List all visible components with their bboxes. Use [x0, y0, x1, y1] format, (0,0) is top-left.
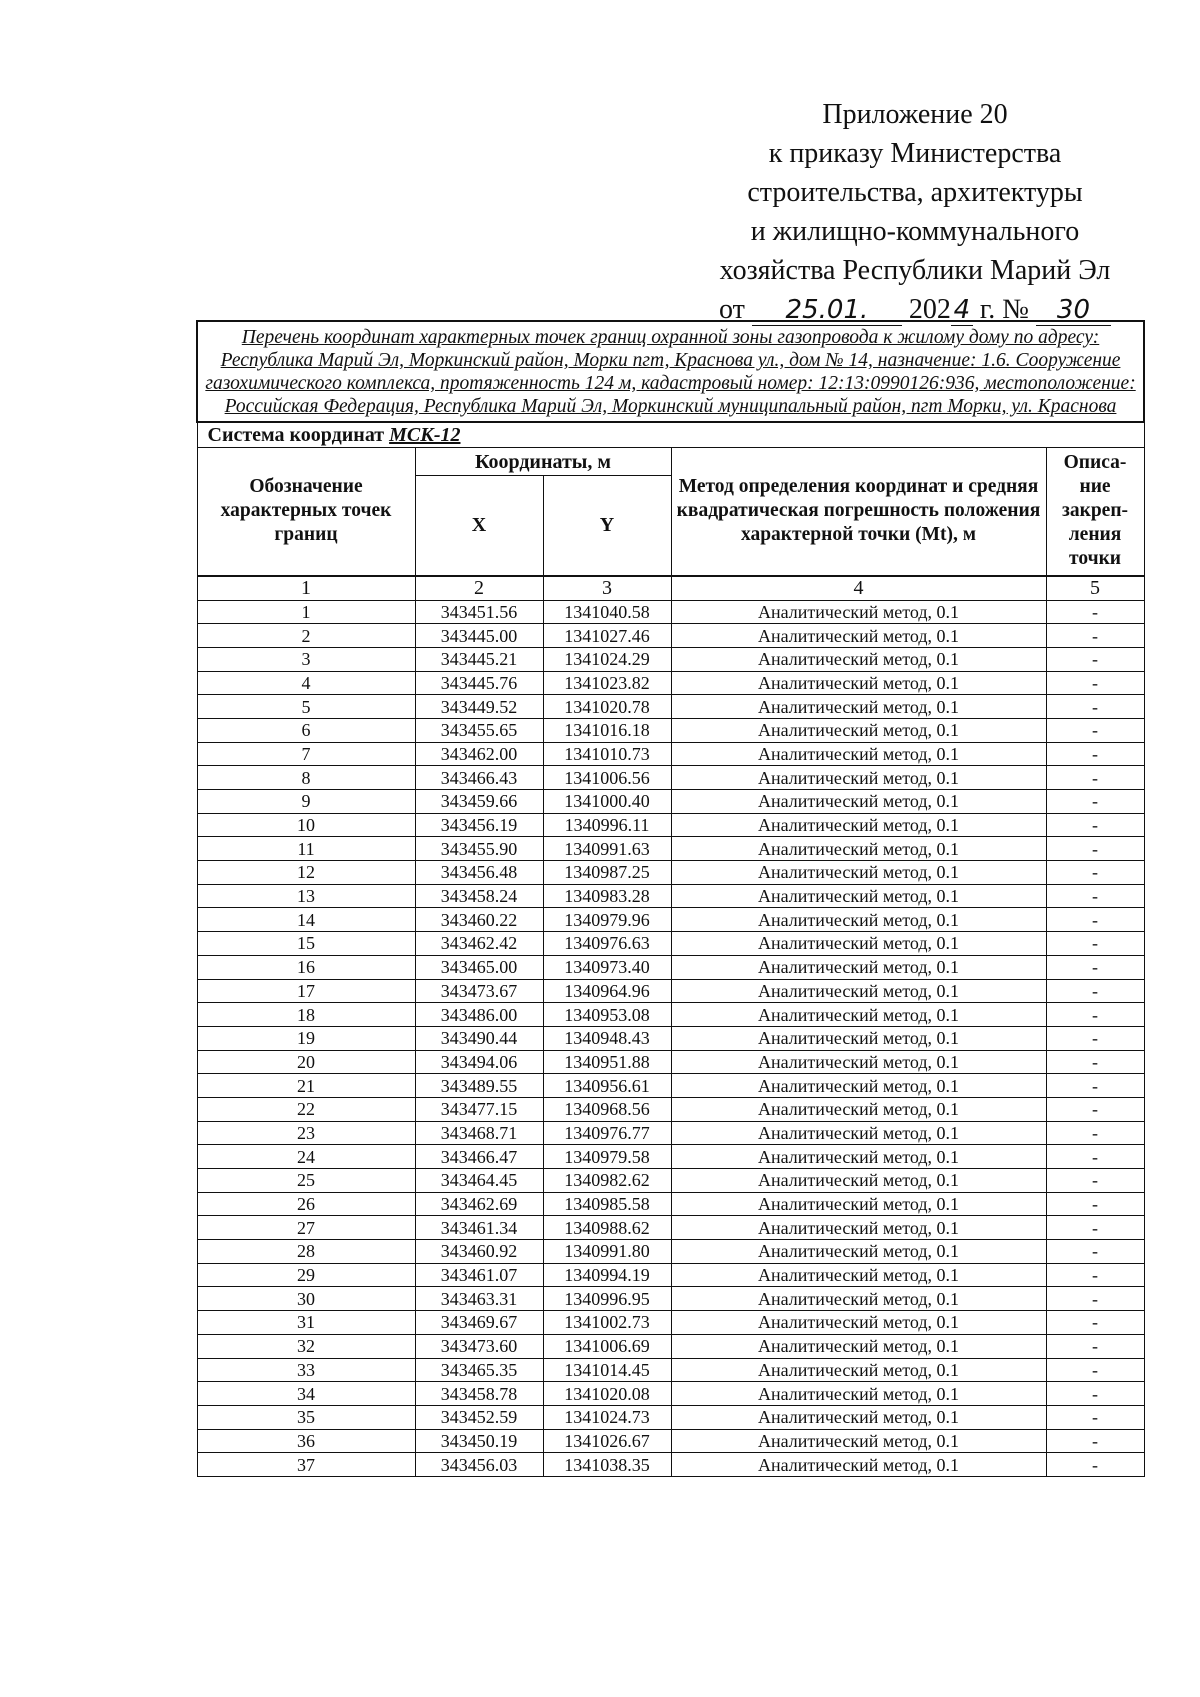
point-number: 4: [197, 671, 415, 695]
method: Аналитический метод, 0.1: [671, 932, 1046, 956]
method: Аналитический метод, 0.1: [671, 1216, 1046, 1240]
method: Аналитический метод, 0.1: [671, 1145, 1046, 1169]
coord-x: 343458.24: [415, 884, 543, 908]
table-row: [197, 1050, 1144, 1074]
table-row: [197, 1334, 1144, 1358]
coord-x: 343486.00: [415, 1003, 543, 1027]
table-row: [197, 1240, 1144, 1264]
fixation-description: -: [1046, 647, 1144, 671]
fixation-description: -: [1046, 742, 1144, 766]
method: Аналитический метод, 0.1: [671, 1382, 1046, 1406]
table-row: [197, 695, 1144, 719]
coord-y: 1341020.08: [543, 1382, 671, 1406]
column-number: 3: [543, 576, 671, 601]
method: Аналитический метод, 0.1: [671, 742, 1046, 766]
coord-x: 343445.00: [415, 624, 543, 648]
table-row: [197, 1169, 1144, 1193]
fixation-description: -: [1046, 1074, 1144, 1098]
point-number: 37: [197, 1453, 415, 1477]
table-row: [197, 1311, 1144, 1335]
point-number: 14: [197, 908, 415, 932]
method: Аналитический метод, 0.1: [671, 1097, 1046, 1121]
point-number: 13: [197, 884, 415, 908]
coord-x: 343463.31: [415, 1287, 543, 1311]
col-header-coords: Координаты, м: [415, 448, 671, 476]
coord-y: 1340987.25: [543, 861, 671, 885]
table-title: Перечень координат характерных точек границ охранной зоны газопровода к жилому дому по адресу: Республика Марий Эл, Моркинский район, Морки пгт, Краснова ул., дом № 14, назначение: 1.6. Сооружение газохимического комплекса, протяженность 124 м, кадастровый номер: 12:13:0990126:936, местоположение: Российская Федерация, Республика Марий Эл, Моркинский муниципальный район, пгт Морки, ул. Краснова: [197, 321, 1144, 422]
fixation-description: -: [1046, 813, 1144, 837]
method: Аналитический метод, 0.1: [671, 1287, 1046, 1311]
fixation-description: -: [1046, 1311, 1144, 1335]
fixation-description: -: [1046, 1097, 1144, 1121]
point-number: 34: [197, 1382, 415, 1406]
fixation-description: -: [1046, 908, 1144, 932]
column-number: 4: [671, 576, 1046, 601]
method: Аналитический метод, 0.1: [671, 695, 1046, 719]
coord-y: 1340976.63: [543, 932, 671, 956]
date-prefix: от: [719, 294, 745, 325]
method: Аналитический метод, 0.1: [671, 1169, 1046, 1193]
fixation-description: -: [1046, 718, 1144, 742]
number-label: г. №: [979, 294, 1029, 325]
method: Аналитический метод, 0.1: [671, 1334, 1046, 1358]
method: Аналитический метод, 0.1: [671, 1192, 1046, 1216]
point-number: 6: [197, 718, 415, 742]
coord-y: 1340951.88: [543, 1050, 671, 1074]
system-label: Система координат: [207, 424, 385, 446]
fixation-description: -: [1046, 1263, 1144, 1287]
coord-x: 343455.90: [415, 837, 543, 861]
fixation-description: -: [1046, 790, 1144, 814]
table-row: [197, 837, 1144, 861]
point-number: 7: [197, 742, 415, 766]
coord-x: 343450.19: [415, 1429, 543, 1453]
point-number: 11: [197, 837, 415, 861]
table-row: [197, 932, 1144, 956]
coord-y: 1340994.19: [543, 1263, 671, 1287]
table-row: [197, 813, 1144, 837]
coord-x: 343452.59: [415, 1405, 543, 1429]
appendix-title: Приложение 20: [822, 99, 1008, 130]
coord-y: 1340953.08: [543, 1003, 671, 1027]
method: Аналитический метод, 0.1: [671, 647, 1046, 671]
table-row: [197, 1121, 1144, 1145]
table-row: [197, 766, 1144, 790]
coord-y: 1341000.40: [543, 790, 671, 814]
method: Аналитический метод, 0.1: [671, 790, 1046, 814]
fixation-description: -: [1046, 1240, 1144, 1264]
fixation-description: -: [1046, 1145, 1144, 1169]
table-row: [197, 1429, 1144, 1453]
fixation-description: -: [1046, 1382, 1144, 1406]
table-row: [197, 861, 1144, 885]
fixation-description: -: [1046, 1216, 1144, 1240]
coord-x: 343445.21: [415, 647, 543, 671]
fixation-description: -: [1046, 979, 1144, 1003]
table-row: [197, 1405, 1144, 1429]
method: Аналитический метод, 0.1: [671, 884, 1046, 908]
fixation-description: -: [1046, 932, 1144, 956]
appendix-header: [700, 95, 1130, 329]
method: Аналитический метод, 0.1: [671, 1074, 1046, 1098]
coord-x: 343469.67: [415, 1311, 543, 1335]
coord-x: 343462.42: [415, 932, 543, 956]
point-number: 32: [197, 1334, 415, 1358]
coord-x: 343456.48: [415, 861, 543, 885]
point-number: 22: [197, 1097, 415, 1121]
table-row: [197, 600, 1144, 624]
col-header-y: Y: [543, 476, 671, 576]
coord-y: 1340979.58: [543, 1145, 671, 1169]
coord-y: 1340976.77: [543, 1121, 671, 1145]
coord-y: 1341002.73: [543, 1311, 671, 1335]
method: Аналитический метод, 0.1: [671, 908, 1046, 932]
coord-x: 343465.35: [415, 1358, 543, 1382]
method: Аналитический метод, 0.1: [671, 1240, 1046, 1264]
coord-x: 343468.71: [415, 1121, 543, 1145]
coord-x: 343494.06: [415, 1050, 543, 1074]
coord-y: 1341006.69: [543, 1334, 671, 1358]
coord-y: 1341026.67: [543, 1429, 671, 1453]
coord-y: 1340996.95: [543, 1287, 671, 1311]
table-row: [197, 1145, 1144, 1169]
point-number: 15: [197, 932, 415, 956]
coord-y: 1341040.58: [543, 600, 671, 624]
table-row: [197, 1192, 1144, 1216]
coord-y: 1340948.43: [543, 1026, 671, 1050]
table-row: [197, 1216, 1144, 1240]
fixation-description: -: [1046, 1453, 1144, 1477]
point-number: 31: [197, 1311, 415, 1335]
method: Аналитический метод, 0.1: [671, 1026, 1046, 1050]
table-row: [197, 1263, 1144, 1287]
system-value: МСК-12: [389, 424, 461, 446]
ministry-line-2: и жилищно-коммунального: [750, 216, 1080, 247]
point-number: 24: [197, 1145, 415, 1169]
coord-x: 343477.15: [415, 1097, 543, 1121]
point-number: 16: [197, 955, 415, 979]
column-number: 5: [1046, 576, 1144, 601]
coord-y: 1341014.45: [543, 1358, 671, 1382]
year-prefix: 202: [908, 294, 951, 325]
coord-y: 1341024.73: [543, 1405, 671, 1429]
coord-y: 1340956.61: [543, 1074, 671, 1098]
point-number: 33: [197, 1358, 415, 1382]
coordinate-system: [197, 422, 1144, 448]
fixation-description: -: [1046, 1358, 1144, 1382]
handwritten-year-digit: 4: [951, 295, 973, 326]
fixation-description: -: [1046, 1192, 1144, 1216]
table-row: [197, 908, 1144, 932]
point-number: 29: [197, 1263, 415, 1287]
fixation-description: -: [1046, 884, 1144, 908]
fixation-description: -: [1046, 600, 1144, 624]
table-row: [197, 884, 1144, 908]
coord-x: 343490.44: [415, 1026, 543, 1050]
coord-y: 1340996.11: [543, 813, 671, 837]
table-row: [197, 1003, 1144, 1027]
coord-y: 1340964.96: [543, 979, 671, 1003]
method: Аналитический метод, 0.1: [671, 861, 1046, 885]
point-number: 9: [197, 790, 415, 814]
coord-x: 343456.19: [415, 813, 543, 837]
table-row: [197, 790, 1144, 814]
coord-x: 343473.60: [415, 1334, 543, 1358]
method: Аналитический метод, 0.1: [671, 979, 1046, 1003]
fixation-description: -: [1046, 1003, 1144, 1027]
point-number: 23: [197, 1121, 415, 1145]
point-number: 2: [197, 624, 415, 648]
method: Аналитический метод, 0.1: [671, 1358, 1046, 1382]
method: Аналитический метод, 0.1: [671, 837, 1046, 861]
point-number: 25: [197, 1169, 415, 1193]
coord-y: 1341020.78: [543, 695, 671, 719]
table-body: [197, 600, 1144, 1476]
method: Аналитический метод, 0.1: [671, 671, 1046, 695]
method: Аналитический метод, 0.1: [671, 766, 1046, 790]
coord-y: 1341016.18: [543, 718, 671, 742]
method: Аналитический метод, 0.1: [671, 1050, 1046, 1074]
table-row: [197, 979, 1144, 1003]
coord-x: 343466.43: [415, 766, 543, 790]
coord-x: 343464.45: [415, 1169, 543, 1193]
method: Аналитический метод, 0.1: [671, 1429, 1046, 1453]
column-numbers-row: [197, 576, 1144, 601]
coord-y: 1340991.80: [543, 1240, 671, 1264]
coord-x: 343461.34: [415, 1216, 543, 1240]
coord-x: 343465.00: [415, 955, 543, 979]
point-number: 28: [197, 1240, 415, 1264]
coord-x: 343473.67: [415, 979, 543, 1003]
point-number: 19: [197, 1026, 415, 1050]
fixation-description: -: [1046, 1334, 1144, 1358]
coord-x: 343489.55: [415, 1074, 543, 1098]
point-number: 18: [197, 1003, 415, 1027]
table-row: [197, 1382, 1144, 1406]
fixation-description: -: [1046, 1169, 1144, 1193]
method: Аналитический метод, 0.1: [671, 1003, 1046, 1027]
coord-x: 343460.22: [415, 908, 543, 932]
fixation-description: -: [1046, 861, 1144, 885]
coord-y: 1340979.96: [543, 908, 671, 932]
fixation-description: -: [1046, 671, 1144, 695]
method: Аналитический метод, 0.1: [671, 1121, 1046, 1145]
coord-y: 1341038.35: [543, 1453, 671, 1477]
coordinates-table: [196, 320, 1145, 1477]
point-number: 20: [197, 1050, 415, 1074]
col-header-point: Обозначение характерных точек границ: [197, 448, 415, 576]
ministry-line: строительства, архитектуры: [747, 177, 1083, 208]
fixation-description: -: [1046, 1050, 1144, 1074]
col-header-description: Описа- ние закреп- ления точки: [1046, 448, 1144, 576]
point-number: 17: [197, 979, 415, 1003]
coord-y: 1341027.46: [543, 624, 671, 648]
table-row: [197, 1026, 1144, 1050]
coord-x: 343461.07: [415, 1263, 543, 1287]
point-number: 30: [197, 1287, 415, 1311]
coord-y: 1340968.56: [543, 1097, 671, 1121]
coord-x: 343455.65: [415, 718, 543, 742]
point-number: 21: [197, 1074, 415, 1098]
point-number: 3: [197, 647, 415, 671]
table-row: [197, 955, 1144, 979]
coord-y: 1340991.63: [543, 837, 671, 861]
method: Аналитический метод, 0.1: [671, 1405, 1046, 1429]
point-number: 10: [197, 813, 415, 837]
table-row: [197, 1287, 1144, 1311]
coord-y: 1340983.28: [543, 884, 671, 908]
col-header-x: X: [415, 476, 543, 576]
coord-x: 343459.66: [415, 790, 543, 814]
fixation-description: -: [1046, 1026, 1144, 1050]
method: Аналитический метод, 0.1: [671, 600, 1046, 624]
coord-x: 343462.69: [415, 1192, 543, 1216]
coord-y: 1341024.29: [543, 647, 671, 671]
handwritten-order-number: 30: [1036, 295, 1111, 326]
fixation-description: -: [1046, 695, 1144, 719]
fixation-description: -: [1046, 955, 1144, 979]
handwritten-date: 25.01.: [752, 295, 902, 326]
fixation-description: -: [1046, 1429, 1144, 1453]
table-row: [197, 647, 1144, 671]
point-number: 8: [197, 766, 415, 790]
column-number: 1: [197, 576, 415, 601]
coord-y: 1341023.82: [543, 671, 671, 695]
table-row: [197, 1097, 1144, 1121]
method: Аналитический метод, 0.1: [671, 624, 1046, 648]
method: Аналитический метод, 0.1: [671, 955, 1046, 979]
coord-x: 343466.47: [415, 1145, 543, 1169]
coord-x: 343445.76: [415, 671, 543, 695]
table-row: [197, 742, 1144, 766]
method: Аналитический метод, 0.1: [671, 718, 1046, 742]
table-row: [197, 1358, 1144, 1382]
point-number: 26: [197, 1192, 415, 1216]
column-number: 2: [415, 576, 543, 601]
coord-y: 1340985.58: [543, 1192, 671, 1216]
point-number: 1: [197, 600, 415, 624]
col-header-method: Метод определения координат и средняя квадратическая погрешность положения характерной точки (Mt), м: [671, 448, 1046, 576]
order-ref-line: к приказу Министерства: [768, 138, 1062, 169]
fixation-description: -: [1046, 1287, 1144, 1311]
point-number: 35: [197, 1405, 415, 1429]
point-number: 12: [197, 861, 415, 885]
coord-y: 1340982.62: [543, 1169, 671, 1193]
ministry-line-3: хозяйства Республики Марий Эл: [719, 255, 1111, 286]
fixation-description: -: [1046, 1405, 1144, 1429]
method: Аналитический метод, 0.1: [671, 1263, 1046, 1287]
coord-x: 343451.56: [415, 600, 543, 624]
fixation-description: -: [1046, 766, 1144, 790]
table-row: [197, 1453, 1144, 1477]
fixation-description: -: [1046, 1121, 1144, 1145]
coord-x: 343458.78: [415, 1382, 543, 1406]
coord-y: 1341010.73: [543, 742, 671, 766]
point-number: 36: [197, 1429, 415, 1453]
coord-y: 1340988.62: [543, 1216, 671, 1240]
table-row: [197, 671, 1144, 695]
method: Аналитический метод, 0.1: [671, 813, 1046, 837]
coord-x: 343460.92: [415, 1240, 543, 1264]
table-row: [197, 1074, 1144, 1098]
coord-y: 1340973.40: [543, 955, 671, 979]
coord-x: 343449.52: [415, 695, 543, 719]
table-row: [197, 718, 1144, 742]
point-number: 5: [197, 695, 415, 719]
coord-y: 1341006.56: [543, 766, 671, 790]
method: Аналитический метод, 0.1: [671, 1311, 1046, 1335]
fixation-description: -: [1046, 837, 1144, 861]
table-row: [197, 624, 1144, 648]
method: Аналитический метод, 0.1: [671, 1453, 1046, 1477]
coord-x: 343462.00: [415, 742, 543, 766]
coord-x: 343456.03: [415, 1453, 543, 1477]
point-number: 27: [197, 1216, 415, 1240]
fixation-description: -: [1046, 624, 1144, 648]
